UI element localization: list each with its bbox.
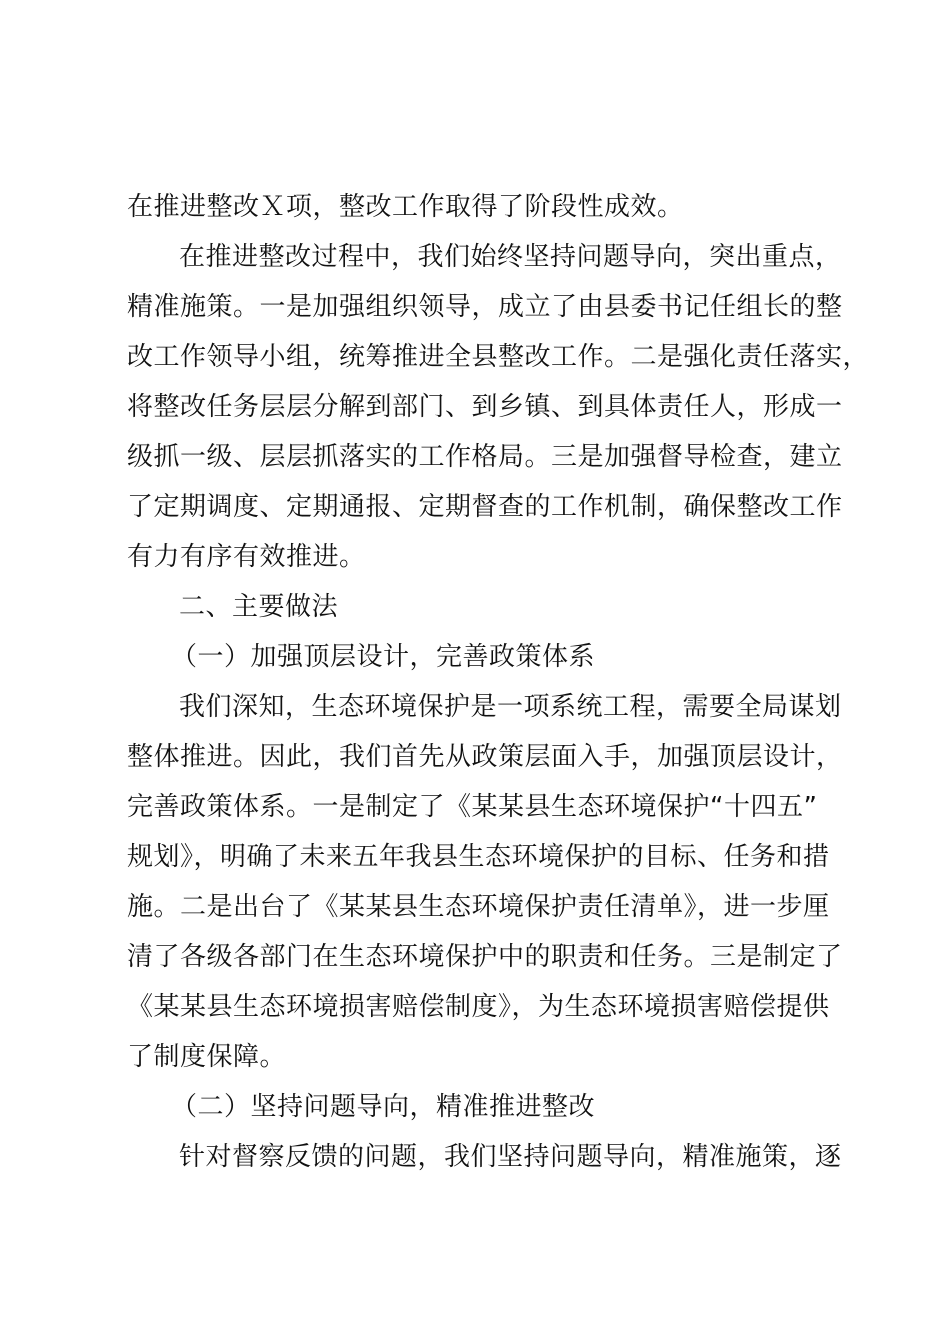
body-line: 完善政策体系。一是制定了《某某县生态环境保护“十四五” [127,792,818,822]
body-line: 了定期调度、定期通报、定期督查的工作机制，确保整改工作 [127,492,843,522]
body-line: 了制度保障。 [127,1042,287,1072]
body-line: 有力有序有效推进。 [127,542,366,572]
body-line: 改工作领导小组，统筹推进全县整改工作。二是强化责任落实， [127,342,870,372]
paragraph-start-line: 我们深知，生态环境保护是一项系统工程，需要全局谋划 [179,692,842,722]
paragraph-start-line: 在推进整改过程中，我们始终坚持问题导向，突出重点， [179,242,842,272]
body-line: 规划》，明确了未来五年我县生态环境保护的目标、任务和措 [127,842,830,872]
section-heading: 二、主要做法 [179,592,339,622]
body-line: 在推进整改Ｘ项，整改工作取得了阶段性成效。 [127,192,684,222]
body-line: 精准施策。一是加强组织领导，成立了由县委书记任组长的整 [127,292,843,322]
body-line: 《某某县生态环境损害赔偿制度》，为生态环境损害赔偿提供 [127,992,830,1022]
subsection-heading: （一）加强顶层设计，完善政策体系 [171,642,596,672]
body-line: 清了各级各部门在生态环境保护中的职责和任务。三是制定了 [127,942,843,972]
body-line: 施。二是出台了《某某县生态环境保护责任清单》，进一步厘 [127,892,830,922]
body-line: 整体推进。因此，我们首先从政策层面入手，加强顶层设计， [127,742,843,772]
subsection-heading: （二）坚持问题导向，精准推进整改 [171,1092,596,1122]
document-body [127,182,870,1182]
body-line: 级抓一级、层层抓落实的工作格局。三是加强督导检查，建立 [127,442,843,472]
body-line: 将整改任务层层分解到部门、到乡镇、到具体责任人，形成一 [127,392,843,422]
paragraph-start-line: 针对督察反馈的问题，我们坚持问题导向，精准施策，逐 [179,1142,842,1172]
